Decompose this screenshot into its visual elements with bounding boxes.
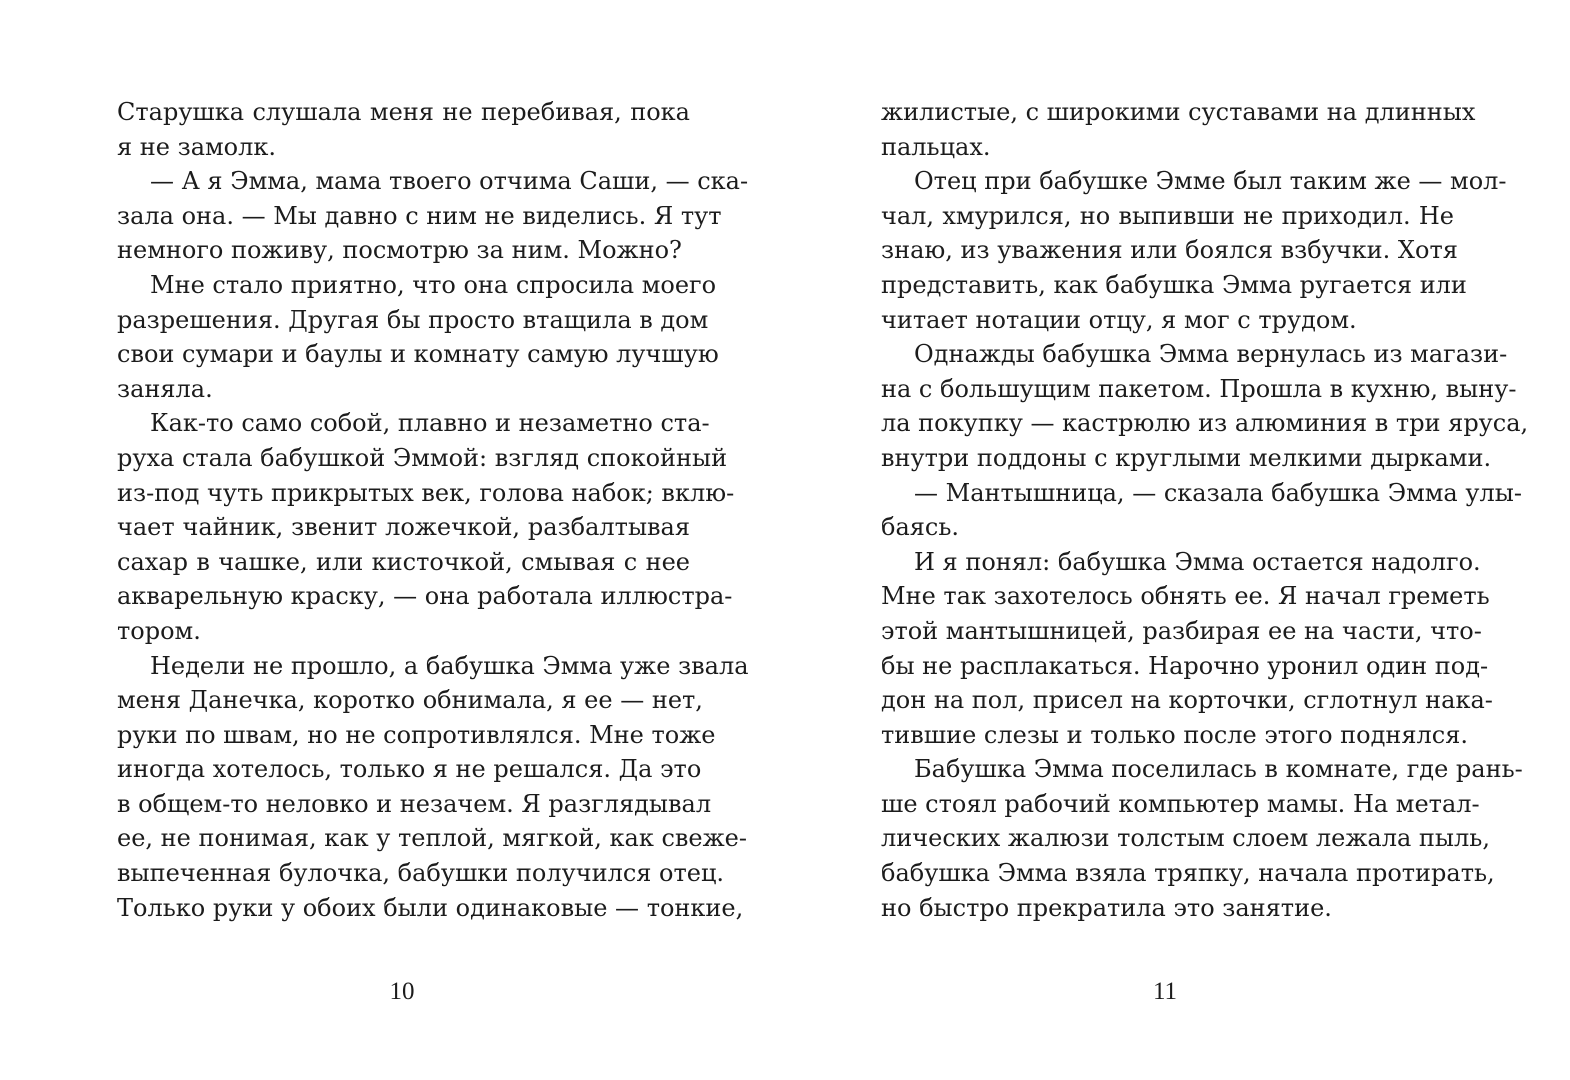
text-line: бабушка Эмма взяла тряпку, начала протирать,	[881, 859, 1495, 888]
text-line: И я понял: бабушка Эмма остается надолго.	[914, 547, 1481, 576]
text-line: Мне стало приятно, что она спросила моего	[150, 270, 717, 299]
text-line: — А я Эмма, мама твоего отчима Саши, — ска-	[150, 167, 749, 196]
text-line: знаю, из уважения или боялся взбучки. Хотя	[881, 236, 1458, 265]
text-line: свои сумари и баулы и комнату самую лучшую	[117, 340, 719, 369]
text-line: ее, не понимая, как у теплой, мягкой, как свеже-	[117, 824, 747, 853]
text-line: — Мантышница, — сказала бабушка Эмма улы-	[914, 478, 1522, 507]
text-line: Как-то само собой, плавно и незаметно ста-	[150, 409, 710, 438]
text-line: ла покупку — кастрюлю из алюминия в три яруса,	[881, 409, 1529, 438]
text-line: жилистые, с широкими суставами на длинных	[881, 98, 1476, 126]
page-number-right: 11	[1152, 978, 1178, 1005]
page-number-left: 10	[389, 978, 415, 1005]
text-line: внутри поддоны с круглыми мелкими дырками.	[881, 443, 1492, 472]
text-line: ше стоял рабочий компьютер мамы. На метал-	[881, 789, 1480, 818]
text-line: тившие слезы и только после этого поднялся.	[881, 720, 1468, 749]
text-line: Мне так захотелось обнять ее. Я начал греметь	[881, 582, 1490, 611]
text-line: лических жалюзи толстым слоем лежала пыль,	[881, 824, 1490, 853]
text-line: немного поживу, посмотрю за ним. Можно?	[117, 236, 682, 265]
text-line: иногда хотелось, только я не решался. Да это	[117, 755, 702, 784]
text-line: руха стала бабушкой Эммой: взгляд спокойный	[117, 443, 728, 472]
text-line: Бабушка Эмма поселилась в комнате, где рань-	[914, 755, 1523, 784]
text-line: меня Данечка, коротко обнимала, я ее — нет,	[117, 686, 703, 715]
text-line: Отец при бабушке Эмме был таким же — мол-	[914, 167, 1507, 196]
text-line: я не замолк.	[117, 132, 276, 161]
text-line: Недели не прошло, а бабушка Эмма уже звала	[150, 651, 749, 680]
text-line: читает нотации отцу, я мог с трудом.	[881, 305, 1357, 334]
text-line: тором.	[117, 616, 201, 645]
right-page	[881, 95, 1529, 925]
text-line: чает чайник, звенит ложечкой, разбалтывая	[117, 513, 690, 542]
text-line: из-под чуть прикрытых век, голова набок; вклю-	[117, 478, 735, 507]
text-line: на с большущим пакетом. Прошла в кухню, выну-	[881, 374, 1517, 403]
text-line: выпеченная булочка, бабушки получился отец.	[117, 859, 725, 888]
text-line: но быстро прекратила это занятие.	[881, 893, 1332, 922]
text-line: зала она. — Мы давно с ним не виделись. Я тут	[117, 201, 722, 230]
text-line: заняла.	[117, 374, 213, 403]
text-line: пальцах.	[881, 132, 991, 161]
text-line: разрешения. Другая бы просто втащила в дом	[117, 305, 709, 334]
text-line: руки по швам, но не сопротивлялся. Мне тоже	[117, 720, 716, 749]
text-line: чал, хмурился, но выпивши не приходил. Не	[881, 201, 1454, 230]
text-line: Только руки у обоих были одинаковые — тонкие,	[117, 893, 744, 922]
text-line: дон на пол, присел на корточки, сглотнул нака-	[881, 686, 1493, 715]
text-line: в общем-то неловко и незачем. Я разглядывал	[117, 789, 712, 818]
left-page	[117, 95, 749, 925]
text-line: бы не расплакаться. Нарочно уронил один под-	[881, 651, 1489, 680]
text-line: Старушка слушала меня не перебивая, пока	[117, 98, 690, 126]
text-line: этой мантышницей, разбирая ее на части, что-	[881, 616, 1482, 645]
text-line: сахар в чашке, или кисточкой, смывая с нее	[117, 547, 690, 576]
text-line: баясь.	[881, 513, 960, 542]
text-line: представить, как бабушка Эмма ругается или	[881, 270, 1467, 299]
text-line: акварельную краску, — она работала иллюстра-	[117, 582, 733, 611]
text-line: Однажды бабушка Эмма вернулась из магази-	[914, 340, 1508, 369]
